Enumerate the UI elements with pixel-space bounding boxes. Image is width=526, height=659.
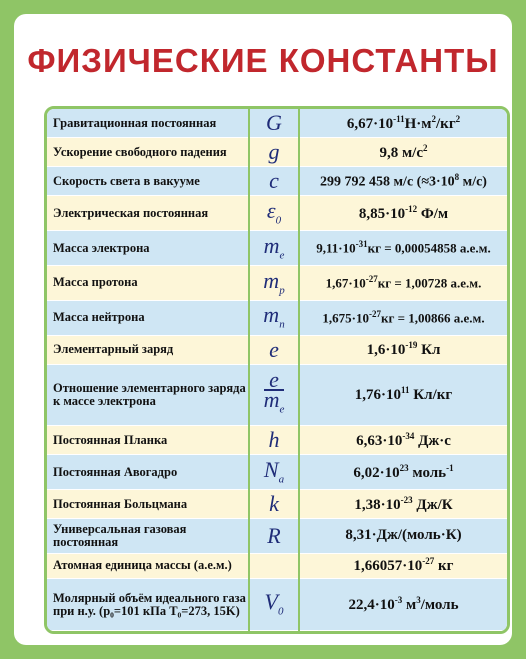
table-row xyxy=(47,519,507,553)
constant-value: $1,66057\cdot 10^{-27}$ кг xyxy=(299,553,507,578)
constant-name: Постоянная Авогадро xyxy=(47,455,249,490)
table-row xyxy=(47,335,507,364)
table-row xyxy=(47,426,507,455)
table-row xyxy=(47,196,507,231)
table-row xyxy=(47,364,507,425)
constant-value: $6,02\cdot 10^{23}$ моль$^{-1}$ xyxy=(299,455,507,490)
constant-value: $1,38\cdot 10^{-23}$ Дж/К xyxy=(299,490,507,519)
constant-symbol: $V_0$ xyxy=(249,579,299,631)
constant-name: Универсальная газовая постоянная xyxy=(47,519,249,553)
constant-value: 299 792 458 м/с ($\approx 3\cdot 10^8$ м/с) xyxy=(299,167,507,196)
constant-name: Атомная единица массы (а.е.м.) xyxy=(47,553,249,578)
constant-symbol: k xyxy=(249,490,299,519)
constant-symbol: $N_a$ xyxy=(249,455,299,490)
constant-name: Масса электрона xyxy=(47,231,249,266)
constant-symbol: $m_e$ xyxy=(249,231,299,266)
constants-table-frame xyxy=(44,106,510,634)
constant-symbol: $\varepsilon_0$ xyxy=(249,196,299,231)
table-row xyxy=(47,553,507,578)
constant-name: Электрическая постоянная xyxy=(47,196,249,231)
constant-symbol: g xyxy=(249,138,299,167)
table-row xyxy=(47,109,507,138)
constant-name: Скорость света в вакууме xyxy=(47,167,249,196)
constant-name: Масса нейтрона xyxy=(47,300,249,335)
constant-name: Постоянная Больцмана xyxy=(47,490,249,519)
constant-value: $9,11\cdot 10^{-31}кг = 0,00054858$ а.е.м. xyxy=(299,231,507,266)
constant-symbol: $\frac{e}{m_e}$ xyxy=(249,364,299,425)
constant-value: $6,67\cdot 10^{-11}Н\cdot м^2/кг^2$ xyxy=(299,109,507,138)
constant-name: Масса протона xyxy=(47,265,249,300)
constant-symbol: e xyxy=(249,335,299,364)
constants-table xyxy=(47,109,507,631)
constant-value: $1,67\cdot 10^{-27}кг = 1,00728$ а.е.м. xyxy=(299,265,507,300)
constant-name: Постоянная Планка xyxy=(47,426,249,455)
constant-name: Молярный объём идеального газа при н.у. (p₀=101 кПа T₀=273, 15K) xyxy=(47,579,249,631)
constant-name: Ускорение свободного падения xyxy=(47,138,249,167)
page-title: ФИЗИЧЕСКИЕ КОНСТАНТЫ xyxy=(27,42,499,79)
constant-value: $22,4\cdot 10^{-3}$ $м^3$/моль xyxy=(299,579,507,631)
constant-symbol: G xyxy=(249,109,299,138)
constant-value: 8,31·Дж/(моль·К) xyxy=(299,519,507,553)
table-row xyxy=(47,455,507,490)
table-row xyxy=(47,265,507,300)
constant-name: Элементарный заряд xyxy=(47,335,249,364)
table-row xyxy=(47,300,507,335)
table-row xyxy=(47,167,507,196)
constant-symbol xyxy=(249,553,299,578)
constant-value: $6,63\cdot 10^{-34}$ Дж·с xyxy=(299,426,507,455)
constant-value: $1,675\cdot 10^{-27}кг = 1,00866$ а.е.м. xyxy=(299,300,507,335)
constant-symbol: $m_n$ xyxy=(249,300,299,335)
constant-value: $1,6\cdot 10^{-19}$ Кл xyxy=(299,335,507,364)
constant-value: $1,76\cdot 10^{11}$ Кл/кг xyxy=(299,364,507,425)
table-row xyxy=(47,579,507,631)
constant-name: Отношение элементарного заряда к массе электрона xyxy=(47,364,249,425)
constant-symbol: c xyxy=(249,167,299,196)
constant-symbol: $m_p$ xyxy=(249,265,299,300)
constant-name: Гравитационная постоянная xyxy=(47,109,249,138)
constant-symbol: h xyxy=(249,426,299,455)
constant-symbol: R xyxy=(249,519,299,553)
constant-value: $8,85\cdot 10^{-12}$ Ф/м xyxy=(299,196,507,231)
poster-frame xyxy=(14,14,512,645)
table-row xyxy=(47,490,507,519)
constant-value: 9,8 $м/с^2$ xyxy=(299,138,507,167)
table-row xyxy=(47,138,507,167)
table-row xyxy=(47,231,507,266)
